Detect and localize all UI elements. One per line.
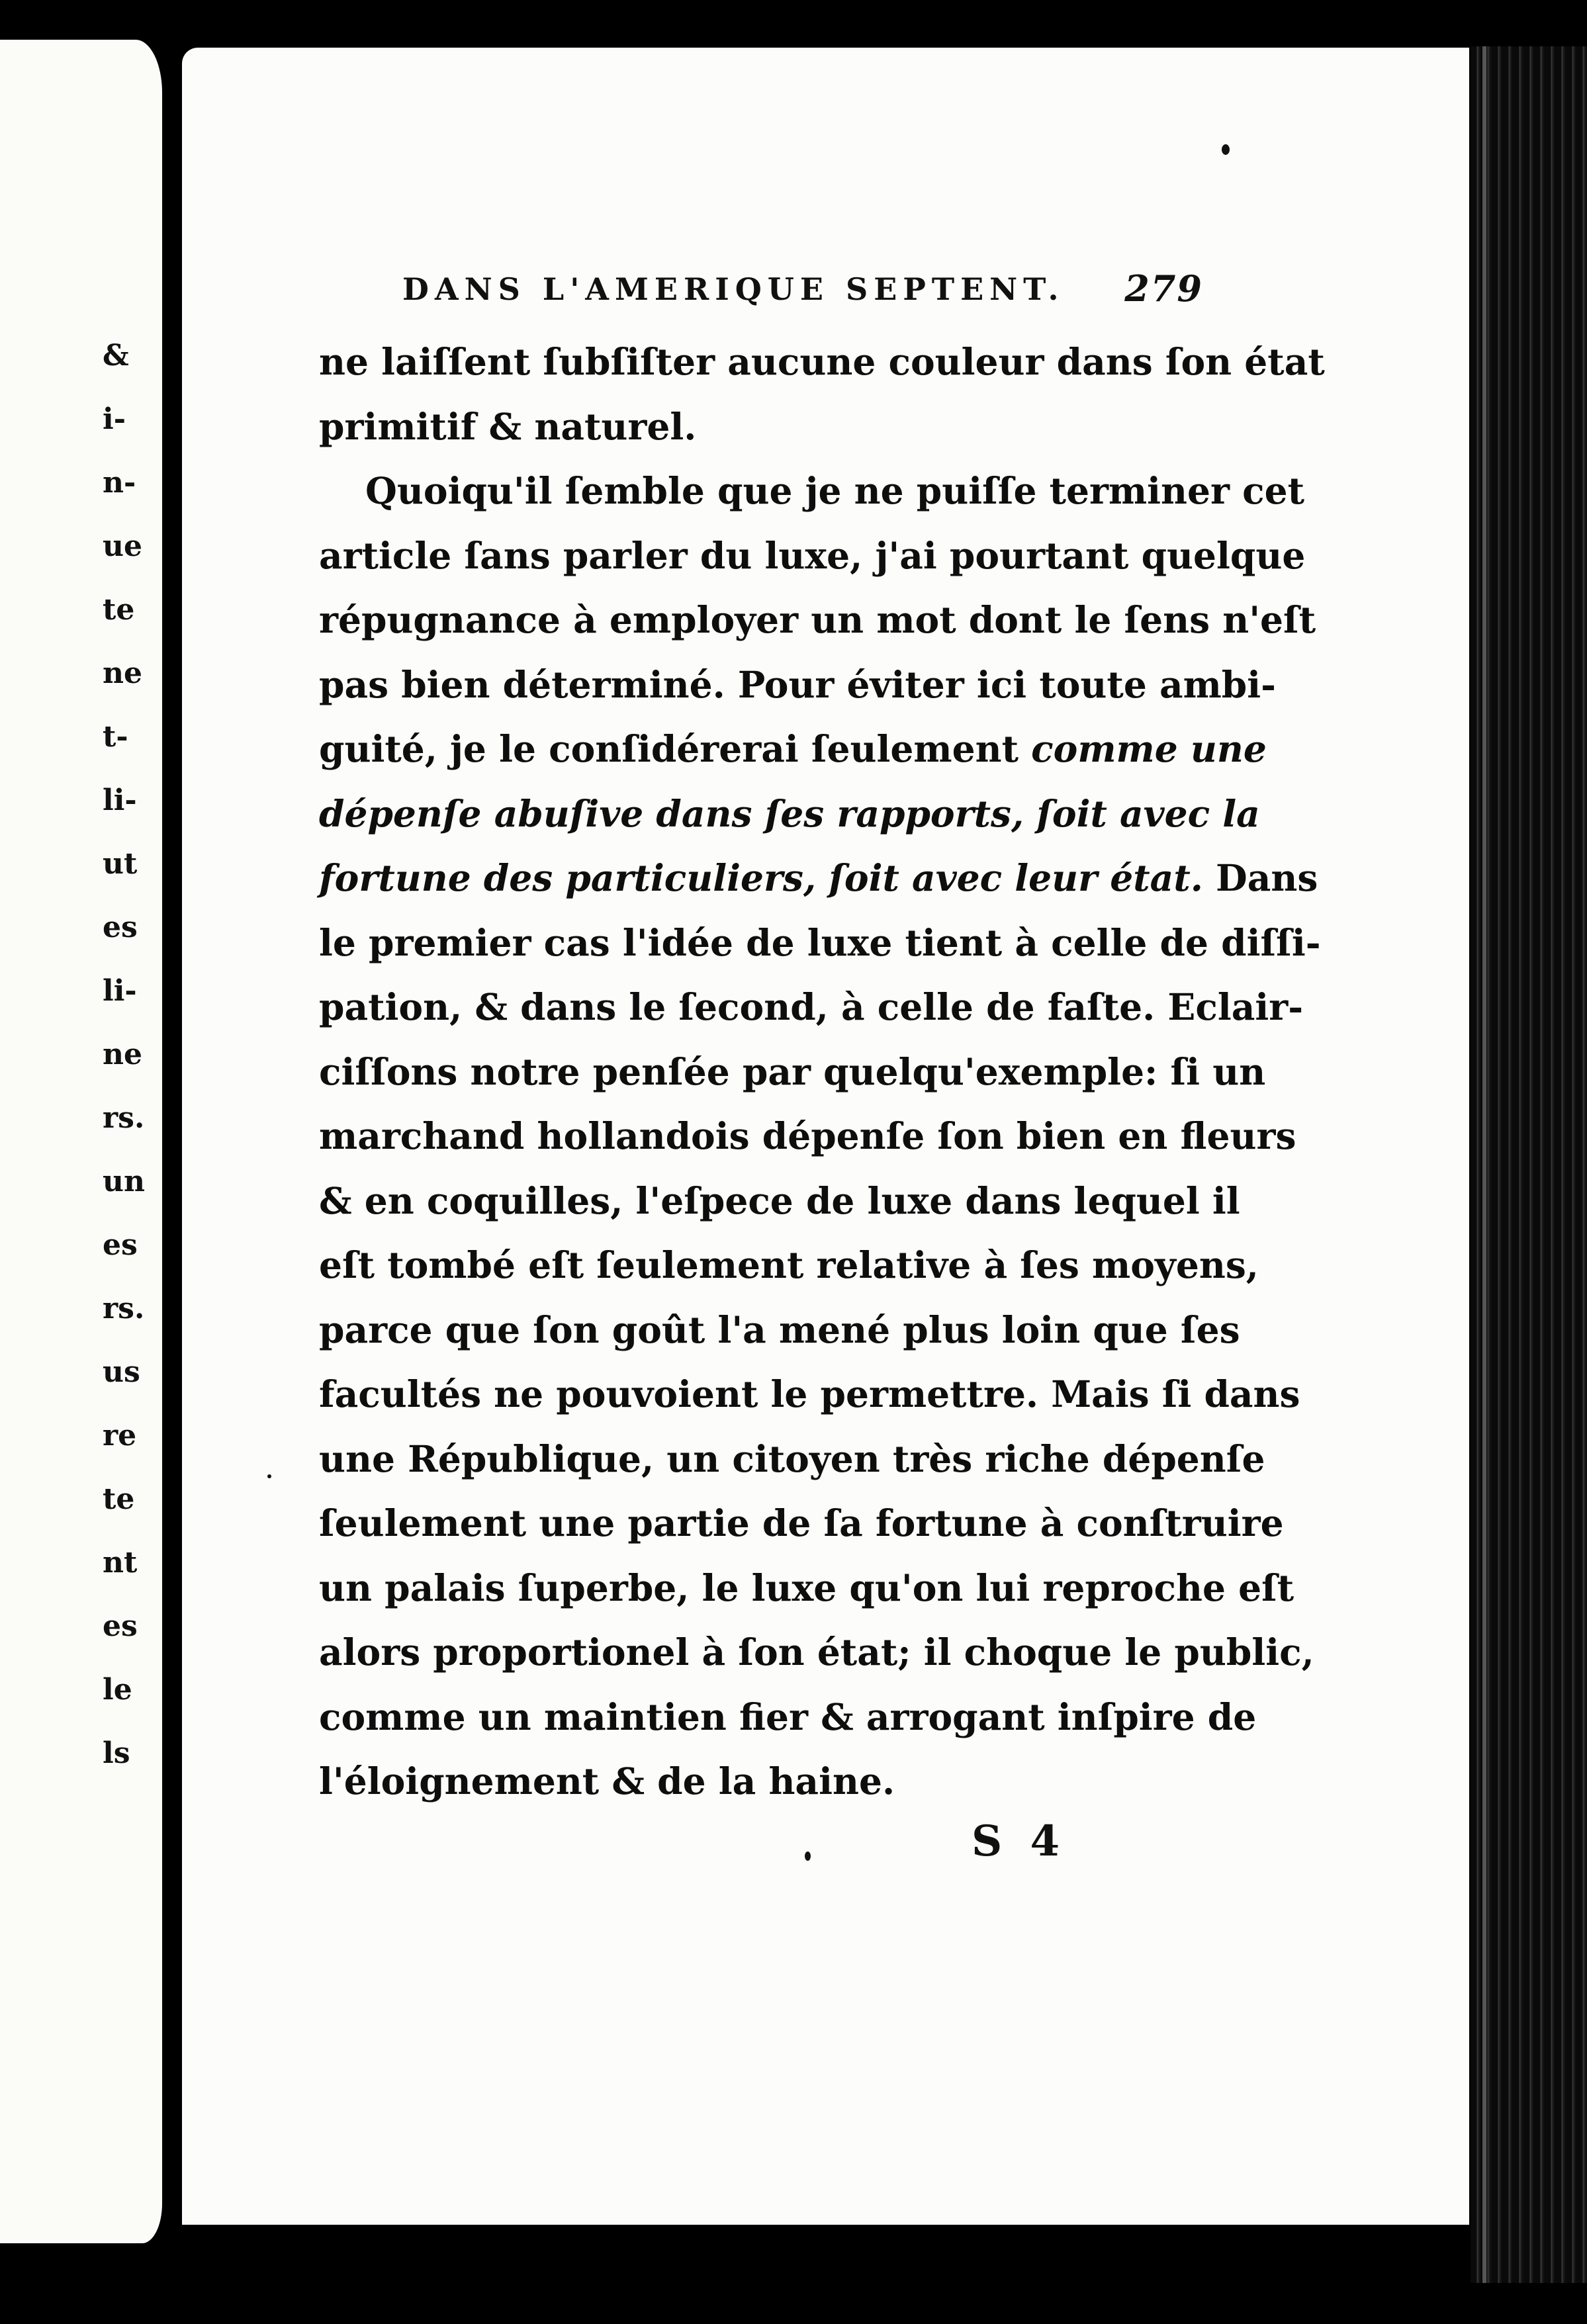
fragment-line: ls <box>103 1736 130 1770</box>
fragment-line: le <box>103 1673 132 1707</box>
paragraph-first-line: Quoiqu'il ſemble que je ne puiſſe terminer cet <box>365 469 1305 512</box>
text-line: répugnance à employer un mot dont le ſens n'eſt <box>319 598 1316 641</box>
fragment-line: rs. <box>103 1292 145 1325</box>
text-line: ne laiſſent ſubſiſter aucune couleur dans ſon état <box>319 340 1325 383</box>
text-line: eſt tombé eſt ſeulement relative à ſes moyens, <box>319 1243 1259 1286</box>
fragment-line: re <box>103 1419 137 1452</box>
text-roman: guité, je le conſidérerai ſeulement <box>319 727 1019 770</box>
fragment-line: & <box>103 339 129 373</box>
text-line: une République, un citoyen très riche dépenſe <box>319 1437 1265 1480</box>
text-line: & en coquilles, l'eſpece de luxe dans lequel il <box>319 1179 1240 1222</box>
running-head-title: DANS L'AMERIQUE SEPTENT. <box>402 271 1065 307</box>
text-line: article ſans parler du luxe, j'ai pourtant quelque <box>319 533 1306 577</box>
fragment-line: es <box>103 911 138 944</box>
text-line: le premier cas l'idée de luxe tient à celle de diſſi- <box>319 920 1321 964</box>
ink-speck <box>805 1852 811 1861</box>
facing-page-text-fragments <box>103 324 162 1785</box>
fragment-line: es <box>103 1228 138 1262</box>
text-line: marchand hollandois dépenſe ſon bien en fleurs <box>319 1114 1296 1157</box>
page-edge-highlight <box>1482 46 1486 2283</box>
text-line: pation, & dans le ſecond, à celle de faſte. Eclair- <box>319 985 1304 1028</box>
page-number: 279 <box>1124 267 1203 310</box>
text-line: alors proportionel à ſon état; il choque le public, <box>319 1631 1314 1674</box>
text-line: primitif & naturel. <box>319 404 697 448</box>
text-line: parce que ſon goût l'a mené plus loin que ſes <box>319 1308 1240 1351</box>
ink-speck <box>1222 144 1230 155</box>
text-line-italic <box>319 782 1260 846</box>
fragment-line: i- <box>103 402 126 436</box>
fragment-line: us <box>103 1355 140 1389</box>
facing-page-left <box>0 40 162 2243</box>
text-line: l'éloignement & de la haine. <box>319 1760 895 1803</box>
fragment-line: ue <box>103 529 142 563</box>
fragment-line: te <box>103 593 135 627</box>
fragment-line: li- <box>103 783 137 817</box>
fragment-line: t- <box>103 720 128 754</box>
text-line: un palais ſuperbe, le luxe qu'on lui reproche eſt <box>319 1566 1294 1609</box>
text-line-mixed <box>319 846 1318 911</box>
fragment-line: es <box>103 1609 138 1643</box>
fragment-line: rs. <box>103 1101 145 1135</box>
signature-mark: S 4 <box>972 1816 1067 1866</box>
body-text <box>319 330 1325 1814</box>
text-line: facultés ne pouvoient le permettre. Mais ſi dans <box>319 1372 1300 1415</box>
text-line: ciſſons notre penſée par quelqu'exemple: ſi un <box>319 1050 1266 1093</box>
text-italic: comme une <box>1031 727 1267 770</box>
fragment-line: un <box>103 1165 145 1198</box>
text-italic: dépenſe abuſive dans ſes rapports, ſoit avec la <box>319 791 1260 835</box>
text-roman: Dans <box>1216 856 1318 899</box>
page-edges <box>1471 46 1587 2283</box>
text-line: ſeulement une partie de ſa fortune à conſtruire <box>319 1501 1284 1544</box>
text-line: comme un maintien fier & arrogant inſpire de <box>319 1695 1257 1738</box>
fragment-line: ne <box>103 1038 142 1071</box>
book-gutter <box>162 0 182 2324</box>
ink-speck <box>267 1474 271 1478</box>
running-head <box>402 267 1203 318</box>
fragment-line: nt <box>103 1546 138 1580</box>
fragment-line: n- <box>103 466 136 500</box>
text-italic: fortune des particuliers, ſoit avec leur état. <box>319 856 1203 899</box>
fragment-line: li- <box>103 974 137 1008</box>
fragment-line: ne <box>103 656 142 690</box>
text-line: pas bien déterminé. Pour éviter ici toute ambi- <box>319 662 1276 706</box>
text-line-mixed <box>319 717 1267 782</box>
fragment-line: ut <box>103 847 138 881</box>
fragment-line: te <box>103 1482 135 1516</box>
